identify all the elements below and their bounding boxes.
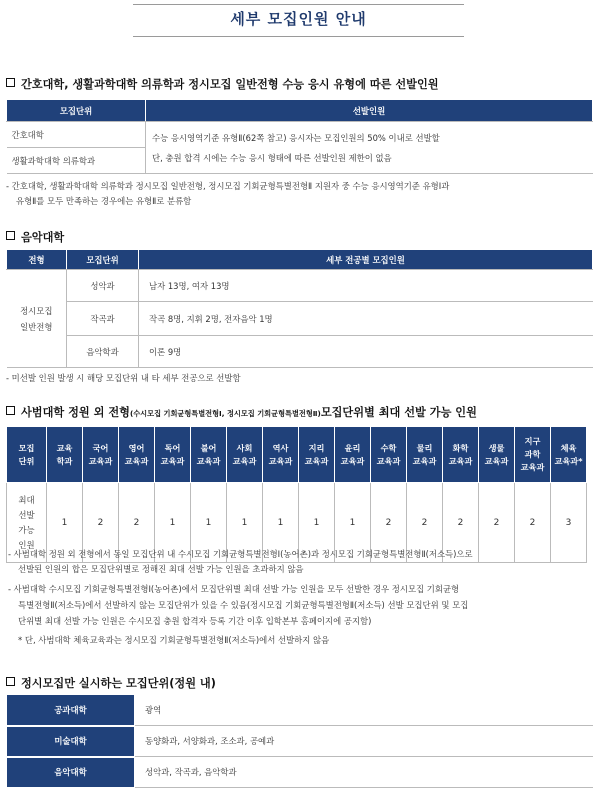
section2-heading-text: 음악대학 bbox=[21, 231, 65, 244]
type-line: 일반전형 bbox=[20, 321, 53, 332]
quota-line: 단, 충원 합격 시에는 수능 응시 형태에 따른 선발인원 제한이 없음 bbox=[152, 152, 392, 163]
max-value-cell: 2 bbox=[515, 483, 551, 563]
dept-header-cell-line: 교육과* bbox=[554, 455, 583, 466]
section1-note-line2: 유형Ⅱ를 모두 만족하는 경우에는 유형Ⅱ로 분류함 bbox=[16, 196, 192, 206]
dept-header-cell-line: 교육과 bbox=[232, 455, 257, 466]
row-label-cell-line: 인원 bbox=[18, 539, 35, 550]
dept-header-cell-line: 교육과 bbox=[268, 455, 293, 466]
dept-header-cell-line: 체육 bbox=[560, 442, 577, 453]
max-value-cell: 2 bbox=[407, 483, 443, 563]
dept-header-cell-line: 과학 bbox=[524, 449, 541, 459]
dept-header-cell-line: 교육과 bbox=[196, 455, 221, 466]
dept-header-cell-line: 교육과 bbox=[340, 455, 365, 466]
section1-table bbox=[6, 99, 593, 174]
unit-header-cell-line: 모집 bbox=[18, 442, 35, 453]
row-label-cell-line: 선발 bbox=[18, 509, 35, 520]
max-value-cell: 1 bbox=[155, 483, 191, 563]
dept-header-cell bbox=[299, 427, 335, 483]
dept-header-cell-line: 독어 bbox=[164, 442, 181, 453]
table-row: 생활과학대학 의류학과 bbox=[7, 148, 146, 174]
dept-header-cell-line: 교육과 bbox=[88, 455, 113, 466]
dept-header-cell-line: 불어 bbox=[200, 442, 217, 453]
dept-header-cell bbox=[479, 427, 515, 483]
page-title: 세부 모집인원 안내 bbox=[230, 10, 367, 28]
max-value-cell: 2 bbox=[83, 483, 119, 563]
college-cell: 미술대학 bbox=[7, 726, 135, 757]
section3-heading-b: 모집단위별 최대 선발 가능 인원 bbox=[320, 406, 477, 419]
max-value-cell: 3 bbox=[551, 483, 587, 563]
max-value-cell: 1 bbox=[191, 483, 227, 563]
max-value-cell: 1 bbox=[47, 483, 83, 563]
dept-header-cell bbox=[83, 427, 119, 483]
dept-header-cell-line: 물리 bbox=[416, 442, 433, 453]
dept-header-cell-line: 사회 bbox=[236, 442, 253, 453]
section3-heading-small: (수시모집 기회균형특별전형Ⅰ, 정시모집 기회균형특별전형Ⅱ) bbox=[129, 409, 321, 418]
dept-header-cell-line: 교육 bbox=[56, 442, 73, 453]
dept-header-cell-line: 교육과 bbox=[520, 462, 545, 472]
section4-table bbox=[6, 694, 593, 789]
dept-header-cell-line: 교육과 bbox=[412, 455, 437, 466]
dept-header-cell-line: 교육과 bbox=[376, 455, 401, 466]
col-quota-header: 선발인원 bbox=[146, 100, 593, 122]
section1-note-line1: - 간호대학, 생활과학대학 의류학과 정시모집 일반전형, 정시모집 기회균형특별전형Ⅱ 지원자 중 수능 응시영역기준 유형Ⅰ과 bbox=[6, 181, 450, 191]
dept-header-cell bbox=[227, 427, 263, 483]
dept-header-cell-line: 지리 bbox=[308, 442, 325, 453]
dept-header-cell-line: 교육과 bbox=[124, 455, 149, 466]
detail-cell: 작곡 8명, 지휘 2명, 전자음악 1명 bbox=[139, 302, 593, 336]
dept-header-cell-line: 교육과 bbox=[448, 455, 473, 466]
dept-header-cell-line: 화학 bbox=[452, 442, 469, 453]
detail-cell: 남자 13명, 여자 13명 bbox=[139, 270, 593, 302]
units-cell: 성악과, 작곡과, 음악학과 bbox=[135, 757, 593, 788]
square-bullet-icon bbox=[6, 677, 15, 686]
max-value-cell: 1 bbox=[299, 483, 335, 563]
dept-header-cell-line: 수학 bbox=[380, 442, 397, 453]
unit-cell: 성악과 bbox=[67, 270, 139, 302]
dept-header-cell-line: 교육과 bbox=[160, 455, 185, 466]
title-rule-top bbox=[133, 4, 464, 5]
section1-heading bbox=[6, 76, 439, 92]
section3-heading-a: 사범대학 정원 외 전형 bbox=[21, 406, 130, 419]
section2-table bbox=[6, 249, 593, 368]
section1-heading-text: 간호대학, 생활과학대학 의류학과 정시모집 일반전형 수능 응시 유형에 따른 선발인원 bbox=[21, 78, 439, 91]
section4-heading bbox=[6, 675, 216, 691]
dept-header-cell-line: 역사 bbox=[272, 442, 289, 453]
row-label-cell-line: 최대 bbox=[18, 494, 35, 505]
dept-header-cell-line: 지구 bbox=[524, 436, 541, 446]
dept-header-cell bbox=[119, 427, 155, 483]
units-cell: 동양화과, 서양화과, 조소과, 공예과 bbox=[135, 726, 593, 757]
dept-header-cell-line: 윤리 bbox=[344, 442, 361, 453]
max-value-cell: 2 bbox=[119, 483, 155, 563]
dept-header-cell bbox=[191, 427, 227, 483]
unit-cell: 작곡과 bbox=[67, 302, 139, 336]
max-value-cell: 2 bbox=[479, 483, 515, 563]
dept-header-cell bbox=[263, 427, 299, 483]
section3-table bbox=[6, 426, 587, 563]
col-unit-header: 모집단위 bbox=[7, 100, 146, 122]
dept-header-cell bbox=[47, 427, 83, 483]
dept-header-cell bbox=[371, 427, 407, 483]
detail-cell: 이론 9명 bbox=[139, 336, 593, 368]
dept-header-cell bbox=[335, 427, 371, 483]
dept-header-cell-line: 교육과 bbox=[484, 455, 509, 466]
col-detail-header: 세부 전공별 모집인원 bbox=[139, 250, 593, 270]
dept-header-cell-line: 교육과 bbox=[304, 455, 329, 466]
square-bullet-icon bbox=[6, 231, 15, 240]
max-value-cell: 2 bbox=[371, 483, 407, 563]
col-type-header: 전형 bbox=[7, 250, 67, 270]
section3-note-line: - 사범대학 정원 외 전형에서 동일 모집단위 내 수시모집 기회균형특별전형Ⅰ(농어촌)과 정시모집 기회균형특별전형Ⅱ(저소득)으로 bbox=[8, 549, 473, 559]
title-rule-bottom bbox=[133, 36, 464, 37]
section3-note-line: 단위별 최대 선발 가능 인원은 수시모집 충원 합격자 등록 기간 이후 입학본부 홈페이지에 공지함) bbox=[18, 616, 372, 626]
section3-note-line: - 사범대학 수시모집 기회균형특별전형Ⅰ(농어촌)에서 모집단위별 최대 선발 가능 인원을 모두 선발한 경우 정시모집 기회균형 bbox=[8, 584, 460, 594]
dept-header-cell bbox=[155, 427, 191, 483]
section2-note: - 미선발 인원 발생 시 해당 모집단위 내 타 세부 전공으로 선발함 bbox=[6, 373, 241, 383]
units-cell: 광역 bbox=[135, 695, 593, 726]
col-unit-header: 모집단위 bbox=[67, 250, 139, 270]
max-value-cell: 1 bbox=[227, 483, 263, 563]
dept-header-cell-line: 국어 bbox=[92, 442, 109, 453]
dept-header-cell bbox=[443, 427, 479, 483]
section3-note-line: * 단, 사범대학 체육교육과는 정시모집 기회균형특별전형Ⅱ(저소득)에서 선발하지 않음 bbox=[18, 635, 330, 645]
dept-header-cell bbox=[515, 427, 551, 483]
unit-cell: 음악학과 bbox=[67, 336, 139, 368]
type-line: 정시모집 bbox=[20, 305, 53, 316]
section3-heading bbox=[6, 404, 477, 420]
college-cell: 음악대학 bbox=[7, 757, 135, 788]
quota-line: 수능 응시영역기준 유형Ⅱ(62쪽 참고) 응시자는 모집인원의 50% 이내로 선발할 bbox=[152, 132, 440, 143]
quota-cell bbox=[146, 122, 593, 174]
section2-heading bbox=[6, 229, 64, 245]
table-row: 간호대학 bbox=[7, 122, 146, 148]
dept-header-cell-line: 영어 bbox=[128, 442, 145, 453]
square-bullet-icon bbox=[6, 406, 15, 415]
square-bullet-icon bbox=[6, 78, 15, 87]
dept-header-cell bbox=[407, 427, 443, 483]
dept-header-cell-line: 학과 bbox=[56, 455, 73, 466]
dept-header-cell bbox=[551, 427, 587, 483]
college-cell: 공과대학 bbox=[7, 695, 135, 726]
row-label-cell-line: 가능 bbox=[18, 524, 35, 535]
max-value-cell: 2 bbox=[443, 483, 479, 563]
section3-note-line: 특별전형Ⅱ(저소득)에서 선발하지 않는 모집단위가 있을 수 있음(정시모집 기회균형특별전형Ⅱ(저소득) 선발 모집단위 및 모집 bbox=[18, 600, 469, 610]
dept-header-cell-line: 생물 bbox=[488, 442, 505, 453]
section3-note-line: 선발된 인원의 합은 모집단위별로 정해진 최대 선발 가능 인원을 초과하지 않음 bbox=[18, 564, 304, 574]
section4-heading-text: 정시모집만 실시하는 모집단위(정원 내) bbox=[21, 677, 216, 690]
max-value-cell: 1 bbox=[335, 483, 371, 563]
max-value-cell: 1 bbox=[263, 483, 299, 563]
unit-header-cell-line: 단위 bbox=[18, 455, 35, 466]
unit-header-cell bbox=[7, 427, 47, 483]
type-cell bbox=[7, 270, 67, 368]
